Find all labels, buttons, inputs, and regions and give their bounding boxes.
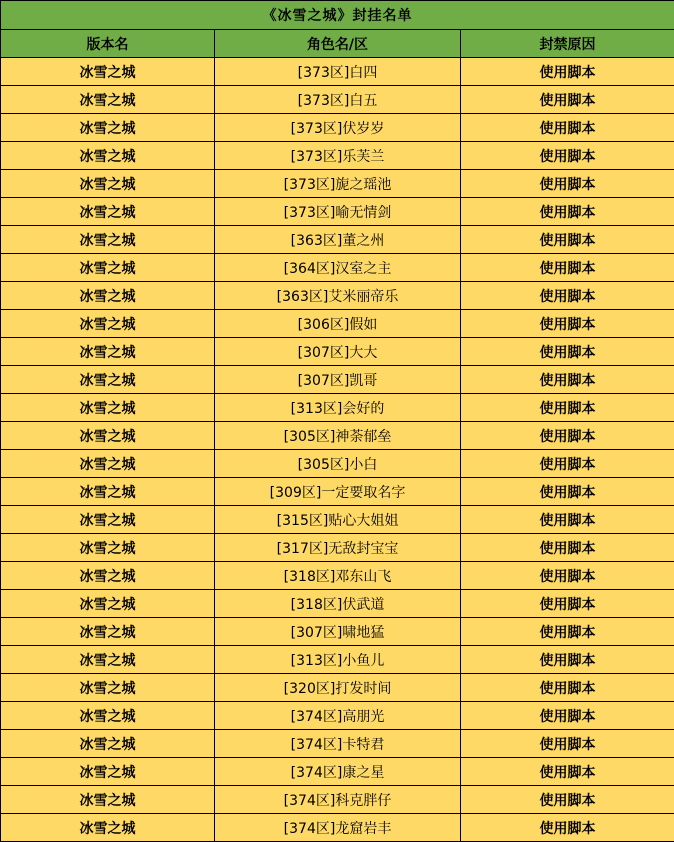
header-row (1, 30, 674, 58)
table-row (1, 254, 674, 282)
version-cell: 冰雪之城 (1, 254, 215, 282)
role-cell: [373区]白五 (215, 86, 461, 114)
table-row (1, 786, 674, 814)
version-cell: 冰雪之城 (1, 58, 215, 86)
table-row (1, 422, 674, 450)
role-cell: [315区]贴心大姐姐 (215, 506, 461, 534)
reason-cell: 使用脚本 (461, 702, 674, 730)
role-cell: [305区]小白 (215, 450, 461, 478)
role-cell: [364区]汉室之主 (215, 254, 461, 282)
version-cell: 冰雪之城 (1, 450, 215, 478)
reason-cell: 使用脚本 (461, 730, 674, 758)
reason-cell: 使用脚本 (461, 366, 674, 394)
reason-cell: 使用脚本 (461, 254, 674, 282)
version-cell: 冰雪之城 (1, 282, 215, 310)
version-cell: 冰雪之城 (1, 646, 215, 674)
version-cell: 冰雪之城 (1, 338, 215, 366)
reason-cell: 使用脚本 (461, 226, 674, 254)
table-row (1, 758, 674, 786)
role-cell: [305区]神荼郁垒 (215, 422, 461, 450)
role-cell: [374区]龙窟岩丰 (215, 814, 461, 842)
version-cell: 冰雪之城 (1, 618, 215, 646)
reason-cell: 使用脚本 (461, 814, 674, 842)
reason-cell: 使用脚本 (461, 394, 674, 422)
table-row (1, 562, 674, 590)
version-cell: 冰雪之城 (1, 394, 215, 422)
role-cell: [307区]啸地猛 (215, 618, 461, 646)
table-row (1, 450, 674, 478)
reason-cell: 使用脚本 (461, 562, 674, 590)
version-cell: 冰雪之城 (1, 366, 215, 394)
column-header-reason: 封禁原因 (461, 30, 674, 58)
table-row (1, 814, 674, 842)
table-row (1, 478, 674, 506)
table-row (1, 366, 674, 394)
role-cell: [313区]会好的 (215, 394, 461, 422)
table-title: 《冰雪之城》封挂名单 (1, 1, 674, 30)
table-row (1, 646, 674, 674)
version-cell: 冰雪之城 (1, 142, 215, 170)
role-cell: [374区]卡特君 (215, 730, 461, 758)
version-cell: 冰雪之城 (1, 86, 215, 114)
table-row (1, 310, 674, 338)
version-cell: 冰雪之城 (1, 310, 215, 338)
reason-cell: 使用脚本 (461, 58, 674, 86)
table-row (1, 282, 674, 310)
table-row (1, 198, 674, 226)
version-cell: 冰雪之城 (1, 590, 215, 618)
reason-cell: 使用脚本 (461, 142, 674, 170)
reason-cell: 使用脚本 (461, 506, 674, 534)
table-row (1, 534, 674, 562)
version-cell: 冰雪之城 (1, 534, 215, 562)
reason-cell: 使用脚本 (461, 170, 674, 198)
role-cell: [363区]艾米丽帝乐 (215, 282, 461, 310)
reason-cell: 使用脚本 (461, 422, 674, 450)
table-row (1, 618, 674, 646)
table-row (1, 114, 674, 142)
reason-cell: 使用脚本 (461, 590, 674, 618)
version-cell: 冰雪之城 (1, 674, 215, 702)
reason-cell: 使用脚本 (461, 282, 674, 310)
version-cell: 冰雪之城 (1, 226, 215, 254)
version-cell: 冰雪之城 (1, 114, 215, 142)
reason-cell: 使用脚本 (461, 114, 674, 142)
reason-cell: 使用脚本 (461, 198, 674, 226)
role-cell: [320区]打发时间 (215, 674, 461, 702)
table-row (1, 590, 674, 618)
version-cell: 冰雪之城 (1, 506, 215, 534)
role-cell: [373区]旎之瑶池 (215, 170, 461, 198)
version-cell: 冰雪之城 (1, 702, 215, 730)
reason-cell: 使用脚本 (461, 86, 674, 114)
reason-cell: 使用脚本 (461, 338, 674, 366)
reason-cell: 使用脚本 (461, 310, 674, 338)
reason-cell: 使用脚本 (461, 786, 674, 814)
role-cell: [373区]伏岁岁 (215, 114, 461, 142)
table-row (1, 506, 674, 534)
role-cell: [374区]康之星 (215, 758, 461, 786)
role-cell: [318区]伏武道 (215, 590, 461, 618)
table-row (1, 730, 674, 758)
reason-cell: 使用脚本 (461, 674, 674, 702)
table-row (1, 702, 674, 730)
table-row (1, 394, 674, 422)
version-cell: 冰雪之城 (1, 814, 215, 842)
role-cell: [306区]假如 (215, 310, 461, 338)
table-row (1, 170, 674, 198)
role-cell: [374区]高朋光 (215, 702, 461, 730)
role-cell: [313区]小鱼儿 (215, 646, 461, 674)
reason-cell: 使用脚本 (461, 646, 674, 674)
reason-cell: 使用脚本 (461, 758, 674, 786)
table-row (1, 86, 674, 114)
role-cell: [318区]邓东山飞 (215, 562, 461, 590)
version-cell: 冰雪之城 (1, 422, 215, 450)
title-row (1, 1, 674, 30)
role-cell: [317区]无敌封宝宝 (215, 534, 461, 562)
reason-cell: 使用脚本 (461, 618, 674, 646)
version-cell: 冰雪之城 (1, 562, 215, 590)
column-header-role: 角色名/区 (215, 30, 461, 58)
role-cell: [363区]董之州 (215, 226, 461, 254)
version-cell: 冰雪之城 (1, 198, 215, 226)
role-cell: [373区]喻无情剑 (215, 198, 461, 226)
version-cell: 冰雪之城 (1, 730, 215, 758)
version-cell: 冰雪之城 (1, 786, 215, 814)
table-row (1, 58, 674, 86)
version-cell: 冰雪之城 (1, 478, 215, 506)
table-row (1, 338, 674, 366)
version-cell: 冰雪之城 (1, 758, 215, 786)
reason-cell: 使用脚本 (461, 478, 674, 506)
reason-cell: 使用脚本 (461, 450, 674, 478)
version-cell: 冰雪之城 (1, 170, 215, 198)
role-cell: [373区]乐芙兰 (215, 142, 461, 170)
table-row (1, 226, 674, 254)
role-cell: [307区]大大 (215, 338, 461, 366)
role-cell: [307区]凯哥 (215, 366, 461, 394)
role-cell: [373区]白四 (215, 58, 461, 86)
role-cell: [309区]一定要取名字 (215, 478, 461, 506)
table-row (1, 674, 674, 702)
table-row (1, 142, 674, 170)
reason-cell: 使用脚本 (461, 534, 674, 562)
column-header-version: 版本名 (1, 30, 215, 58)
role-cell: [374区]科克胖仔 (215, 786, 461, 814)
